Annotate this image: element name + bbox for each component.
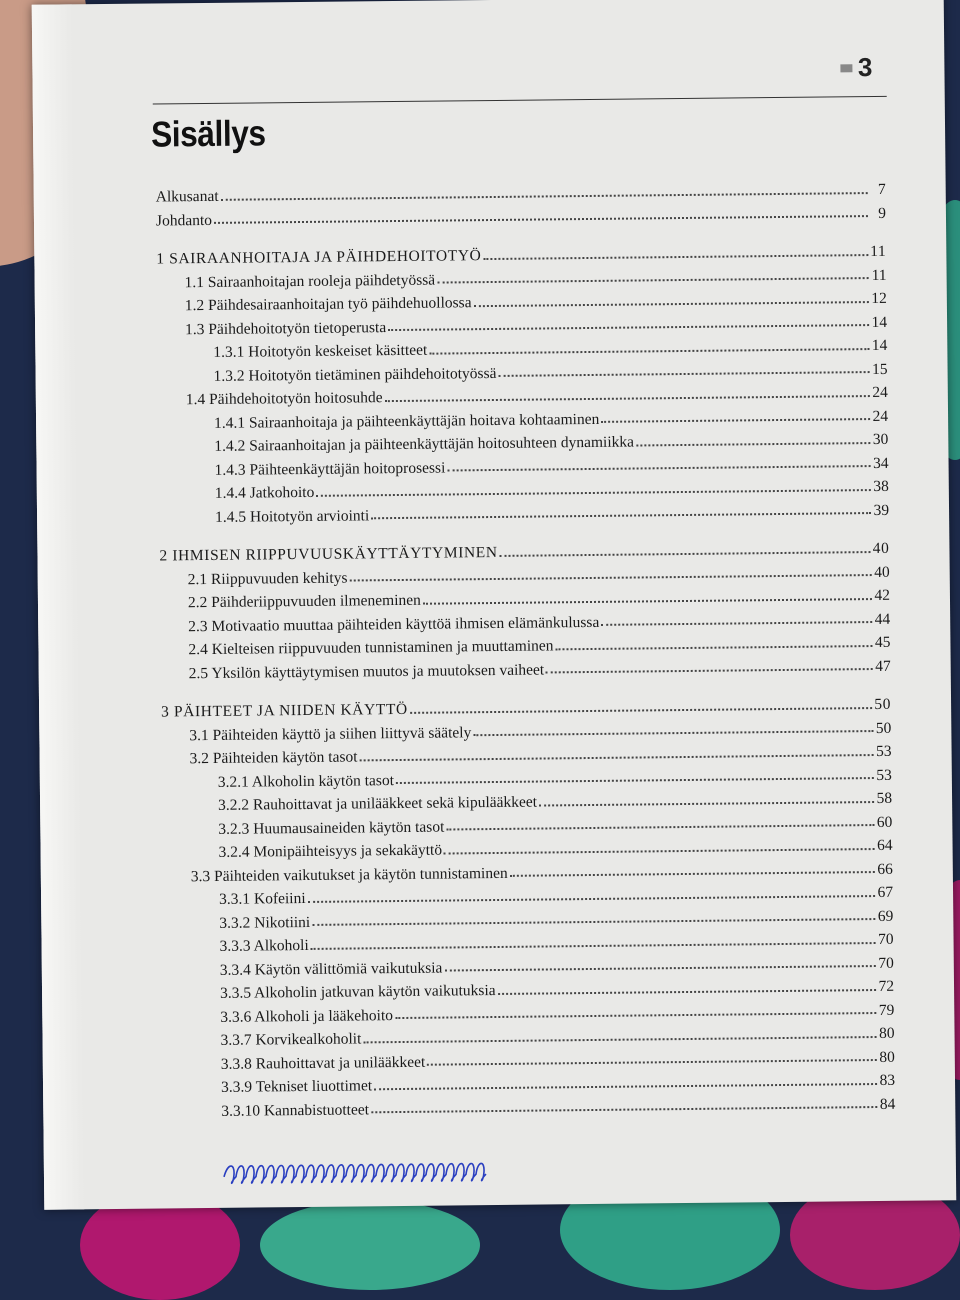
toc-entry-page: 14 bbox=[871, 313, 888, 331]
toc-entry-title: 2 IHMISEN RIIPPUVUUSKÄYTTÄYTYMINEN bbox=[159, 543, 498, 565]
toc-entry-page: 84 bbox=[879, 1095, 896, 1113]
toc-entry-title: Johdanto bbox=[155, 211, 213, 230]
dot-leader bbox=[474, 300, 869, 307]
toc-entry-title: 1.4.4 Jatkohoito bbox=[214, 483, 315, 502]
dot-leader bbox=[444, 847, 875, 855]
toc-entry-title: 3.3.5 Alkoholin jatkuvan käytön vaikutuksia bbox=[219, 982, 496, 1002]
toc-entry-page: 70 bbox=[878, 954, 894, 972]
toc-entry-page: 66 bbox=[877, 860, 893, 878]
toc-entry-page: 72 bbox=[878, 977, 895, 995]
toc-entry-page: 15 bbox=[871, 360, 888, 378]
toc-entry-page: 40 bbox=[872, 539, 890, 558]
dot-leader bbox=[498, 988, 876, 995]
toc-entry-title: 1.1 Sairaanhoitajan rooleja päihdetyössä bbox=[184, 271, 436, 291]
dot-leader bbox=[498, 370, 869, 377]
dot-leader bbox=[510, 870, 875, 877]
toc-entry-title: 3.3.1 Kofeiini bbox=[219, 889, 306, 908]
page-number-marker bbox=[840, 64, 852, 72]
toc-entry-page: 11 bbox=[870, 242, 887, 261]
toc-entry-page: 53 bbox=[876, 766, 892, 784]
toc-entry-page: 24 bbox=[872, 407, 889, 425]
pen-scribble bbox=[222, 1158, 487, 1187]
toc-entry-page: 50 bbox=[875, 719, 892, 737]
dot-leader bbox=[601, 417, 870, 423]
page-number bbox=[840, 52, 873, 83]
toc-entry-title: Alkusanat bbox=[155, 187, 219, 206]
toc-entry-page: 70 bbox=[877, 930, 894, 948]
toc-entry-page: 24 bbox=[872, 383, 888, 402]
toc-entry-title: 1 SAIRAANHOITAJA JA PÄIHDEHOITOTYÖ bbox=[156, 247, 482, 268]
header-rule bbox=[153, 96, 887, 105]
toc-entry-page: 47 bbox=[875, 657, 891, 675]
dot-leader bbox=[483, 253, 868, 260]
toc-entry-title: 2.3 Motivaatio muuttaa päihteiden käyttöä ihmisen elämänkulussa bbox=[188, 613, 600, 635]
toc-entry-page: 58 bbox=[876, 789, 893, 808]
toc-entry-page: 39 bbox=[873, 501, 890, 519]
toc-entry-title: 1.2 Päihdesairaanhoitajan työ päihdehuollossa bbox=[184, 294, 472, 315]
toc-entry-title: 3.3.9 Tekniset liuottimet bbox=[220, 1077, 373, 1096]
page-title: Sisällys bbox=[150, 112, 266, 155]
toc-entry-title: 3.2 Päihteiden käytön tasot bbox=[189, 748, 358, 768]
dot-leader bbox=[371, 1105, 877, 1113]
toc-entry-page: 45 bbox=[874, 633, 891, 652]
toc-entry-page: 80 bbox=[879, 1048, 895, 1066]
toc-entry-page: 7 bbox=[877, 180, 886, 198]
toc-entry-title: 3.3.2 Nikotiini bbox=[219, 913, 311, 932]
book-page bbox=[32, 0, 957, 1210]
dot-leader bbox=[429, 347, 869, 355]
toc-entry-page: 38 bbox=[873, 477, 889, 496]
toc-entry-title: 3.3.8 Rauhoittavat ja unilääkkeet bbox=[220, 1053, 426, 1073]
dot-leader bbox=[423, 597, 872, 605]
toc-entry-page: 67 bbox=[877, 883, 894, 901]
toc-entry-page: 34 bbox=[872, 454, 889, 472]
dot-leader bbox=[500, 550, 871, 557]
toc-entry-title: 3.2.1 Alkoholin käytön tasot bbox=[217, 771, 395, 791]
toc-entry-title: 3.2.4 Monipäihteisyys ja sekakäyttö bbox=[218, 841, 443, 861]
toc-entry-title: 1.4 Päihdehoitotyön hoitosuhde bbox=[185, 389, 383, 409]
toc-entry-title: 1.3.1 Hoitotyön keskeiset käsitteet bbox=[213, 341, 428, 361]
toc-entry-page: 83 bbox=[879, 1071, 896, 1089]
toc-entry-title: 3.3.3 Alkoholi bbox=[219, 936, 309, 955]
dot-leader bbox=[556, 644, 873, 650]
toc-entry-title: 2.5 Yksilön käyttäytymisen muutos ja muutoksen vaiheet bbox=[188, 660, 545, 682]
toc-entry-page: 50 bbox=[874, 695, 892, 714]
toc-entry-page: 40 bbox=[874, 563, 890, 581]
toc-entry-title: 1.4.2 Sairaanhoitajan ja päihteenkäyttäjän hoitosuhteen dynamiikka bbox=[214, 433, 635, 455]
dot-leader bbox=[546, 667, 873, 673]
toc-entry-title: 3.2.2 Rauhoittavat ja unilääkkeet sekä kipulääkkeet bbox=[218, 793, 538, 814]
page-number-text: 3 bbox=[857, 52, 873, 83]
toc-entry-title: 1.3 Päihdehoitotyön tietoperusta bbox=[185, 318, 387, 338]
toc-entry-page: 69 bbox=[877, 907, 894, 925]
fabric-teal-blob bbox=[260, 1200, 480, 1290]
toc-entry-page: 9 bbox=[878, 204, 887, 222]
toc-entry-page: 14 bbox=[871, 336, 888, 355]
toc-entry-title: 3.3.6 Alkoholi ja lääkehoito bbox=[220, 1006, 394, 1026]
toc-entry-title: 3.2.3 Huumausaineiden käytön tasot bbox=[218, 818, 445, 838]
toc-entry-page: 30 bbox=[872, 430, 889, 449]
toc-entry-title: 2.2 Päihderiippuvuuden ilmeneminen bbox=[187, 591, 421, 612]
dot-leader bbox=[447, 464, 870, 471]
toc-entry-title: 3 PÄIHTEET JA NIIDEN KÄYTTÖ bbox=[161, 700, 408, 721]
dot-leader bbox=[446, 823, 874, 830]
toc-entry-page: 44 bbox=[874, 610, 891, 628]
dot-leader bbox=[214, 214, 868, 224]
toc-entry-page: 64 bbox=[876, 836, 893, 855]
toc-entry-page: 12 bbox=[871, 289, 887, 308]
toc-entry-title: 3.1 Päihteiden käyttö ja siihen liittyvä säätely bbox=[189, 723, 472, 744]
dot-leader bbox=[444, 964, 875, 972]
toc-entry-title: 3.3.7 Korvikealkoholit bbox=[220, 1030, 362, 1049]
toc-entry-page: 79 bbox=[878, 1001, 895, 1019]
table-of-contents bbox=[156, 174, 896, 1120]
dot-leader bbox=[601, 620, 872, 626]
toc-entry-title: 1.4.5 Hoitotyön arviointi bbox=[214, 506, 370, 526]
toc-entry-title: 3.3.10 Kannabistuotteet bbox=[221, 1100, 370, 1120]
toc-entry-page: 60 bbox=[876, 813, 893, 831]
toc-entry-title: 2.1 Riippuvuuden kehitys bbox=[187, 569, 348, 588]
dot-leader bbox=[437, 276, 868, 284]
toc-entry-title: 2.4 Kielteisen riippuvuuden tunnistaminen ja muuttaminen bbox=[188, 637, 554, 659]
dot-leader bbox=[473, 729, 873, 736]
dot-leader bbox=[371, 511, 871, 519]
toc-entry-title: 1.4.1 Sairaanhoitaja ja päihteenkäyttäjän hoitava kohtaaminen bbox=[214, 410, 600, 432]
toc-entry-title: 1.4.3 Päihteenkäyttäjän hoitoprosessi bbox=[214, 459, 446, 479]
toc-entry-page: 53 bbox=[875, 742, 892, 761]
toc-entry-page: 80 bbox=[878, 1024, 895, 1042]
toc-entry-page: 11 bbox=[871, 266, 887, 284]
dot-leader bbox=[539, 800, 874, 807]
dot-leader bbox=[636, 441, 870, 446]
toc-entry-page: 42 bbox=[874, 586, 891, 605]
toc-entry-title: 1.3.2 Hoitotyön tietäminen päihdehoitotyössä bbox=[213, 364, 497, 385]
toc-entry-title: 3.3.4 Käytön välittömiä vaikutuksia bbox=[219, 959, 443, 979]
dot-leader bbox=[427, 1058, 877, 1066]
toc-entry-title: 3.3 Päihteiden vaikutukset ja käytön tunnistaminen bbox=[190, 864, 508, 885]
dot-leader bbox=[410, 706, 873, 714]
